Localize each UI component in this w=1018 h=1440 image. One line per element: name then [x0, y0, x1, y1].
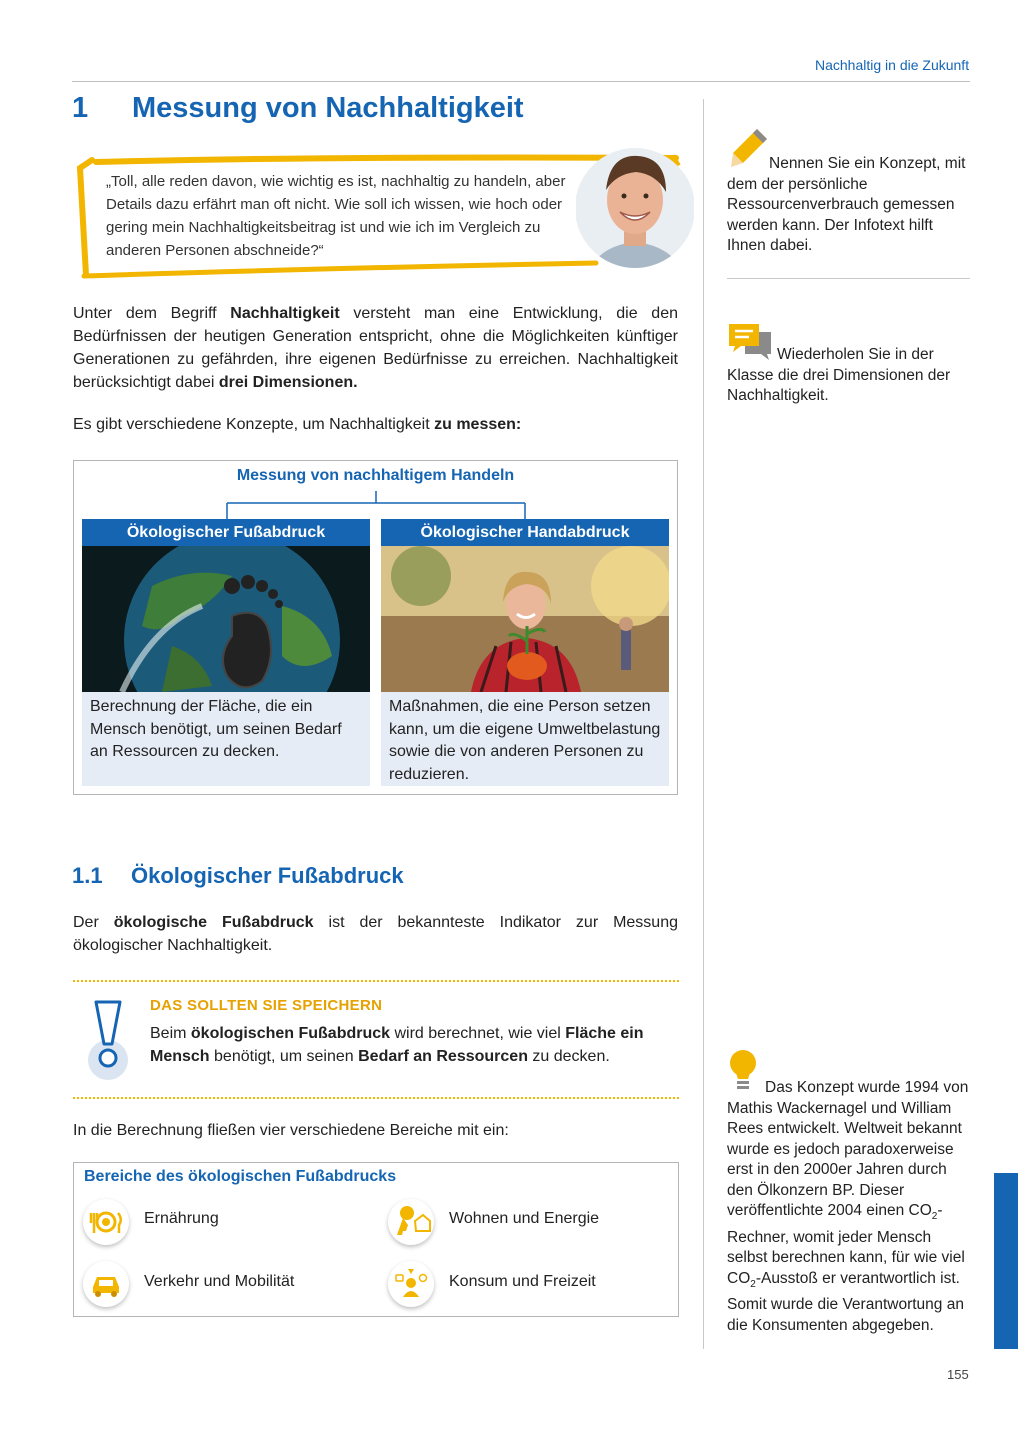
section-paragraph: Der ökologische Fußabdruck ist der bekannteste Indikator zur Messung ökologischer Nachhaltigkeit.	[73, 914, 678, 954]
food-icon	[83, 1199, 129, 1245]
diagram-title: Messung von nachhaltigem Handeln	[236, 467, 515, 484]
intro-paragraph: Unter dem Begriff Nachhaltigkeit versteht man eine Entwicklung, die den Bedürfnissen der heutigen Generation entspricht, ohne die Möglichkeiten künftiger Generationen zu gefährden, ihre eigenen Bedürfnisse zu erreichen. Nachhaltigkeit berücksichtigt dabei drei Dimensionen.	[73, 305, 678, 391]
panel-text-handprint: Maßnahmen, die eine Person setzen kann, um die eigene Umweltbelastung sowie die von anderen Personen zu reduzieren.	[381, 692, 669, 786]
chapter-number: 1	[72, 92, 89, 124]
woman-plant-image	[381, 546, 669, 692]
sidebar-rule	[727, 278, 970, 279]
save-box-top-rule	[73, 980, 679, 982]
page-number: 155	[947, 1367, 969, 1382]
area-label-mobility: Verkehr und Mobilität	[144, 1273, 295, 1290]
key-house-icon	[388, 1199, 434, 1245]
panel-text-footprint: Berechnung der Fläche, die ein Mensch benötigt, um seinen Bedarf an Ressourcen zu decken.	[82, 692, 370, 786]
save-box-text: Beim ökologischen Fußabdruck wird berechnet, wie viel Fläche ein Mensch benötigt, um seinen Bedarf an Ressourcen zu decken.	[150, 1025, 644, 1065]
panel-heading-footprint: Ökologischer Fußabdruck	[82, 519, 370, 546]
sidebar-info: Das Konzept wurde 1994 von Mathis Wackernagel und William Rees entwickelt. Weltweit bekannt wurde es jedoch paradoxerweise erst in den 2000er Jahren durch den Ölkonzern BP. Dieser veröffentlichte 2004 einen $CO_2$-Rechner, womit jeder Mensch selbst berechnen kann, für wie viel $CO_2$-Ausstoß er verantwortlich ist. Somit wurde die Verantwortung an die Konsumenten abgegeben.	[727, 1079, 969, 1334]
intro-paragraph-2: Es gibt verschiedene Konzepte, um Nachhaltigkeit zu messen:	[73, 416, 522, 433]
save-box-title: DAS SOLLTEN SIE SPEICHERN	[150, 997, 383, 1014]
areas-title: Bereiche des ökologischen Fußabdrucks	[84, 1168, 397, 1185]
chapter-title: Messung von Nachhaltigkeit	[132, 92, 524, 124]
save-box-bottom-rule	[73, 1097, 679, 1099]
exclamation-icon	[82, 1000, 132, 1084]
header-rule	[72, 81, 970, 82]
earth-footprint-image	[82, 546, 370, 692]
quote-text: „Toll, alle reden davon, wie wichtig es ist, nachhaltig zu handeln, aber Details dazu erfährt man oft nicht. Wie soll ich wissen, wie hoch oder gering mein Nachhaltigkeitsbeitrag ist und wie ich im Vergleich zu anderen Personen abschneide?“	[106, 173, 566, 259]
panel-heading-handprint: Ökologischer Handabdruck	[381, 519, 669, 546]
area-label-food: Ernährung	[144, 1210, 219, 1227]
car-icon	[83, 1261, 129, 1307]
sidebar-task-2: Wiederholen Sie in der Klasse die drei Dimensionen der Nachhaltigkeit.	[727, 346, 951, 404]
area-label-housing: Wohnen und Energie	[449, 1210, 600, 1227]
consumption-leisure-icon	[388, 1261, 434, 1307]
areas-intro: In die Berechnung fließen vier verschiedene Bereiche mit ein:	[73, 1122, 509, 1139]
sidebar-task-1: Nennen Sie ein Konzept, mit dem der persönliche Ressourcenverbrauch gemessen werden kann. Der Infotext hilft Ihnen dabei.	[727, 155, 966, 254]
chapter-tab	[994, 1173, 1018, 1349]
portrait-young-man	[576, 138, 694, 278]
section-number: 1.1	[72, 863, 103, 888]
diagram-connector	[225, 489, 527, 521]
section-title: Ökologischer Fußabdruck	[131, 863, 404, 888]
running-title: Nachhaltig in die Zukunft	[815, 57, 970, 73]
area-label-consumption: Konsum und Freizeit	[449, 1273, 596, 1290]
column-divider	[703, 99, 704, 1349]
